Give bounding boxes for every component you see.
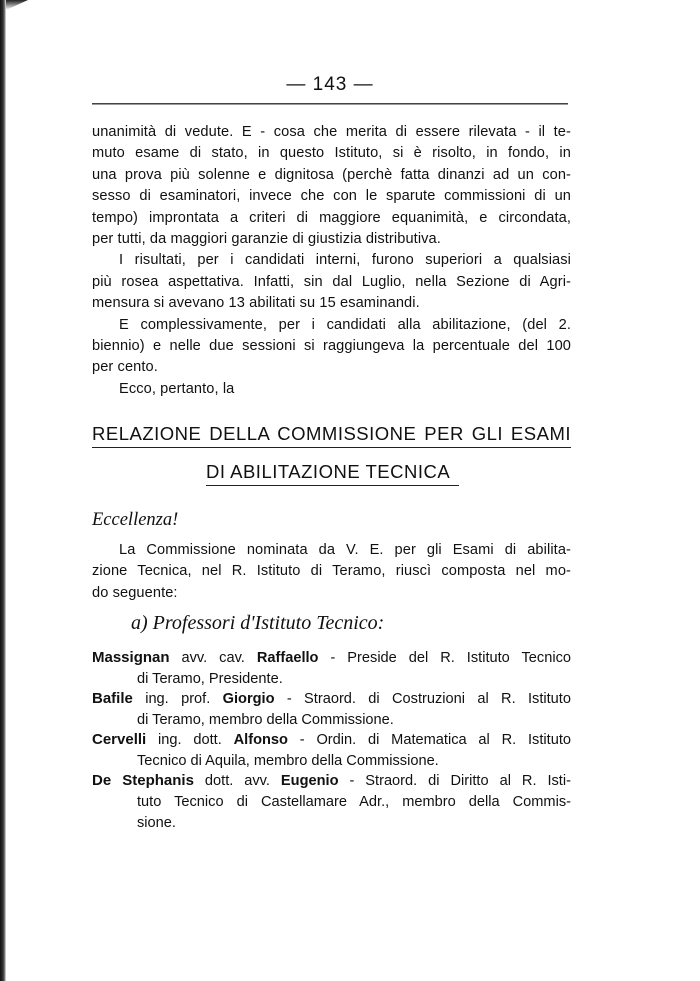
text-line: più rosea aspettativa. Infatti, sin dal Luglio, nella Sezione di Agri- <box>92 273 571 290</box>
text-line: sesso di esaminatori, invece che con le sparute commissioni di un <box>92 188 571 205</box>
title-underline-1 <box>92 447 571 448</box>
paragraph-4 <box>92 379 571 400</box>
member-surname: Cervelli <box>92 731 147 748</box>
member-role: - Preside del R. Istituto Tecnico <box>330 650 571 666</box>
section-a-heading: a) Professori d'Istituto Tecnico: <box>131 612 385 634</box>
text-line: per tutti, da maggiori garanzie di giustizia distributiva. <box>92 231 441 248</box>
text-line: E complessivamente, per i candidati alla abilitazione, (del 2. <box>119 316 571 333</box>
member-entry <box>92 647 571 690</box>
header-rule <box>92 103 568 105</box>
text-line: biennio) e nelle due sessioni si raggiungeva la percentuale del 100 <box>92 338 571 355</box>
paragraph-1 <box>92 122 571 250</box>
paragraph-2 <box>92 250 571 314</box>
title-underline-2 <box>206 485 459 486</box>
text-line: Ecco, pertanto, la <box>119 380 235 397</box>
text-line: muto esame di stato, in questo Istituto, si è risolto, in fondo, in <box>92 145 571 162</box>
member-continuation: di Teramo, membro della Commissione. <box>137 712 394 728</box>
text-line: La Commissione nominata da V. E. per gli Esami di abilita- <box>119 542 571 558</box>
member-role: - Straord. di Diritto al R. Isti- <box>349 773 571 789</box>
member-title: ing. prof. <box>145 691 211 707</box>
page-binding-edge <box>0 0 6 981</box>
member-continuation: tuto Tecnico di Castellamare Adr., membro della Commis- <box>137 794 571 810</box>
text-line: una prova più solenne e dignitosa (perchè fatta dinanzi ad un con- <box>92 166 571 183</box>
intro-text <box>92 122 571 400</box>
page-number: — 143 — <box>286 74 374 95</box>
text-line: mensura si avevano 13 abilitati su 15 esaminandi. <box>92 295 420 312</box>
member-continuation: di Teramo, Presidente. <box>137 671 283 687</box>
text-line: per cento. <box>92 359 158 376</box>
member-continuation: sione. <box>137 815 176 831</box>
member-first-line <box>92 688 571 710</box>
member-title: ing. dott. <box>158 732 222 748</box>
report-title-line-1: RELAZIONE DELLA COMMISSIONE PER GLI ESAMI <box>92 423 571 444</box>
member-given-name: Alfonso <box>233 732 288 748</box>
member-continuation: Tecnico di Aquila, membro della Commissione. <box>137 753 439 769</box>
paragraph-3 <box>92 315 571 379</box>
member-role: - Straord. di Costruzioni al R. Istituto <box>286 691 571 707</box>
report-body <box>92 540 571 604</box>
text-line: do seguente: <box>92 584 178 601</box>
member-entry <box>92 729 571 772</box>
member-surname: Massignan <box>92 649 170 666</box>
member-given-name: Eugenio <box>280 773 339 789</box>
member-surname: Bafile <box>92 690 133 707</box>
text-line: I risultati, per i candidati interni, furono superiori a qualsiasi <box>119 252 571 269</box>
text-line: tempo) improntata a criteri di maggiore equanimità, e circondata, <box>92 209 571 226</box>
member-first-line <box>92 647 571 669</box>
member-role: - Ordin. di Matematica al R. Istituto <box>299 732 571 748</box>
page-binding-corner <box>6 0 28 10</box>
member-first-line <box>92 770 571 792</box>
member-title: avv. cav. <box>181 650 245 666</box>
member-title: dott. avv. <box>204 773 270 789</box>
salutation: Eccellenza! <box>92 510 179 530</box>
report-paragraph <box>92 540 571 604</box>
text-line: unanimità di vedute. E - cosa che merita di essere rilevata - il te- <box>92 124 571 140</box>
member-entry <box>92 688 571 731</box>
member-first-line <box>92 729 571 751</box>
text-line: zione Tecnica, nel R. Istituto di Teramo, riuscì composta nel mo- <box>92 563 571 580</box>
member-given-name: Giorgio <box>222 691 275 707</box>
report-title-line-2: DI ABILITAZIONE TECNICA <box>206 461 451 482</box>
member-surname: De Stephanis <box>92 772 194 789</box>
member-given-name: Raffaello <box>256 650 319 666</box>
member-entry <box>92 770 571 834</box>
